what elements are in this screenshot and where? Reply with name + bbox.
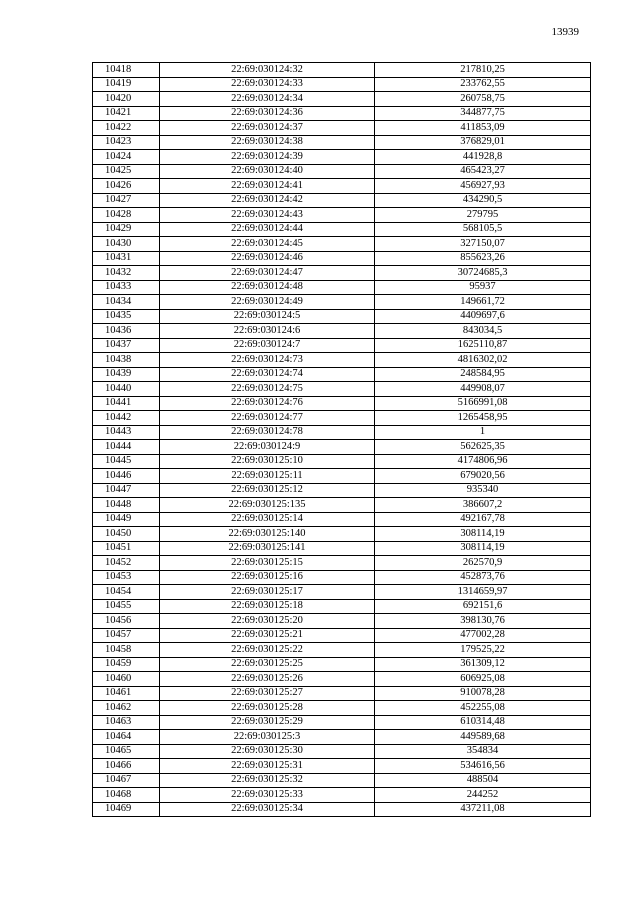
cadastral-value-cell: 344877,75: [375, 106, 591, 121]
cadastral-number-cell: 22:69:030124:9: [160, 440, 375, 455]
row-number-cell: 10418: [93, 63, 160, 78]
cadastral-number-cell: 22:69:030124:38: [160, 135, 375, 150]
cadastral-number-cell: 22:69:030125:15: [160, 556, 375, 571]
cadastral-number-cell: 22:69:030125:17: [160, 585, 375, 600]
row-number-cell: 10429: [93, 222, 160, 237]
cadastral-number-cell: 22:69:030124:44: [160, 222, 375, 237]
cadastral-value-cell: 465423,27: [375, 164, 591, 179]
table-row: [93, 208, 591, 223]
cadastral-number-cell: 22:69:030124:33: [160, 77, 375, 92]
row-number-cell: 10440: [93, 382, 160, 397]
table-row: [93, 309, 591, 324]
table-row: [93, 585, 591, 600]
table-row: [93, 63, 591, 78]
cadastral-number-cell: 22:69:030124:5: [160, 309, 375, 324]
table-row: [93, 570, 591, 585]
cadastral-value-cell: 233762,55: [375, 77, 591, 92]
row-number-cell: 10454: [93, 585, 160, 600]
row-number-cell: 10430: [93, 237, 160, 252]
cadastral-value-cell: 244252: [375, 788, 591, 803]
cadastral-number-cell: 22:69:030124:46: [160, 251, 375, 266]
table-row: [93, 295, 591, 310]
table-body: [93, 63, 591, 817]
table-row: [93, 237, 591, 252]
cadastral-number-cell: 22:69:030124:76: [160, 396, 375, 411]
table-row: [93, 541, 591, 556]
cadastral-value-cell: 434290,5: [375, 193, 591, 208]
cadastral-value-table: [92, 62, 591, 817]
cadastral-value-cell: 217810,25: [375, 63, 591, 78]
table-row: [93, 324, 591, 339]
row-number-cell: 10457: [93, 628, 160, 643]
table-row: [93, 643, 591, 658]
table-row: [93, 744, 591, 759]
cadastral-value-cell: 568105,5: [375, 222, 591, 237]
row-number-cell: 10469: [93, 802, 160, 817]
cadastral-value-cell: 855623,26: [375, 251, 591, 266]
cadastral-number-cell: 22:69:030125:140: [160, 527, 375, 542]
cadastral-value-cell: 492167,78: [375, 512, 591, 527]
cadastral-number-cell: 22:69:030125:22: [160, 643, 375, 658]
cadastral-number-cell: 22:69:030124:34: [160, 92, 375, 107]
table-row: [93, 164, 591, 179]
cadastral-number-cell: 22:69:030124:77: [160, 411, 375, 426]
cadastral-number-cell: 22:69:030125:33: [160, 788, 375, 803]
row-number-cell: 10435: [93, 309, 160, 324]
cadastral-value-cell: 449908,07: [375, 382, 591, 397]
table-row: [93, 498, 591, 513]
table-row: [93, 686, 591, 701]
cadastral-number-cell: 22:69:030125:11: [160, 469, 375, 484]
cadastral-value-cell: 606925,08: [375, 672, 591, 687]
table-row: [93, 77, 591, 92]
table-row: [93, 512, 591, 527]
cadastral-number-cell: 22:69:030124:41: [160, 179, 375, 194]
table-row: [93, 773, 591, 788]
row-number-cell: 10456: [93, 614, 160, 629]
table-row: [93, 672, 591, 687]
table-row: [93, 106, 591, 121]
row-number-cell: 10425: [93, 164, 160, 179]
row-number-cell: 10467: [93, 773, 160, 788]
cadastral-value-cell: 260758,75: [375, 92, 591, 107]
row-number-cell: 10459: [93, 657, 160, 672]
row-number-cell: 10433: [93, 280, 160, 295]
cadastral-value-cell: 452255,08: [375, 701, 591, 716]
cadastral-number-cell: 22:69:030124:7: [160, 338, 375, 353]
cadastral-number-cell: 22:69:030125:18: [160, 599, 375, 614]
table-row: [93, 527, 591, 542]
row-number-cell: 10468: [93, 788, 160, 803]
row-number-cell: 10428: [93, 208, 160, 223]
row-number-cell: 10421: [93, 106, 160, 121]
row-number-cell: 10426: [93, 179, 160, 194]
cadastral-number-cell: 22:69:030125:16: [160, 570, 375, 585]
row-number-cell: 10443: [93, 425, 160, 440]
cadastral-value-cell: 449589,68: [375, 730, 591, 745]
cadastral-value-cell: 452873,76: [375, 570, 591, 585]
cadastral-number-cell: 22:69:030124:40: [160, 164, 375, 179]
cadastral-number-cell: 22:69:030124:74: [160, 367, 375, 382]
cadastral-value-cell: 262570,9: [375, 556, 591, 571]
row-number-cell: 10431: [93, 251, 160, 266]
table-row: [93, 135, 591, 150]
row-number-cell: 10445: [93, 454, 160, 469]
table-row: [93, 440, 591, 455]
row-number-cell: 10462: [93, 701, 160, 716]
cadastral-number-cell: 22:69:030125:30: [160, 744, 375, 759]
cadastral-value-cell: 610314,48: [375, 715, 591, 730]
table-row: [93, 251, 591, 266]
cadastral-value-cell: 441928,8: [375, 150, 591, 165]
cadastral-value-cell: 488504: [375, 773, 591, 788]
cadastral-number-cell: 22:69:030125:141: [160, 541, 375, 556]
cadastral-value-cell: 30724685,3: [375, 266, 591, 281]
table-row: [93, 802, 591, 817]
table-row: [93, 92, 591, 107]
cadastral-number-cell: 22:69:030125:25: [160, 657, 375, 672]
row-number-cell: 10447: [93, 483, 160, 498]
cadastral-value-cell: 679020,56: [375, 469, 591, 484]
row-number-cell: 10446: [93, 469, 160, 484]
cadastral-number-cell: 22:69:030124:45: [160, 237, 375, 252]
cadastral-number-cell: 22:69:030125:27: [160, 686, 375, 701]
row-number-cell: 10466: [93, 759, 160, 774]
cadastral-value-cell: 910078,28: [375, 686, 591, 701]
row-number-cell: 10463: [93, 715, 160, 730]
table-row: [93, 280, 591, 295]
cadastral-number-cell: 22:69:030125:29: [160, 715, 375, 730]
cadastral-number-cell: 22:69:030124:48: [160, 280, 375, 295]
row-number-cell: 10458: [93, 643, 160, 658]
cadastral-number-cell: 22:69:030125:14: [160, 512, 375, 527]
row-number-cell: 10461: [93, 686, 160, 701]
table-row: [93, 338, 591, 353]
cadastral-value-cell: 562625,35: [375, 440, 591, 455]
cadastral-value-cell: 1314659,97: [375, 585, 591, 600]
row-number-cell: 10422: [93, 121, 160, 136]
table-row: [93, 454, 591, 469]
cadastral-number-cell: 22:69:030124:43: [160, 208, 375, 223]
row-number-cell: 10444: [93, 440, 160, 455]
table-row: [93, 193, 591, 208]
cadastral-number-cell: 22:69:030125:3: [160, 730, 375, 745]
row-number-cell: 10460: [93, 672, 160, 687]
cadastral-number-cell: 22:69:030125:34: [160, 802, 375, 817]
cadastral-number-cell: 22:69:030125:20: [160, 614, 375, 629]
cadastral-value-cell: 398130,76: [375, 614, 591, 629]
table-row: [93, 701, 591, 716]
table-row: [93, 730, 591, 745]
cadastral-number-cell: 22:69:030125:135: [160, 498, 375, 513]
cadastral-value-cell: 456927,93: [375, 179, 591, 194]
cadastral-value-cell: 935340: [375, 483, 591, 498]
table-row: [93, 367, 591, 382]
table-row: [93, 599, 591, 614]
table-row: [93, 150, 591, 165]
row-number-cell: 10451: [93, 541, 160, 556]
row-number-cell: 10439: [93, 367, 160, 382]
cadastral-number-cell: 22:69:030124:6: [160, 324, 375, 339]
cadastral-number-cell: 22:69:030124:49: [160, 295, 375, 310]
cadastral-value-cell: 1625110,87: [375, 338, 591, 353]
table-row: [93, 222, 591, 237]
cadastral-value-cell: 386607,2: [375, 498, 591, 513]
cadastral-number-cell: 22:69:030124:78: [160, 425, 375, 440]
cadastral-value-cell: 327150,07: [375, 237, 591, 252]
page-number: 13939: [551, 26, 579, 38]
table-row: [93, 411, 591, 426]
cadastral-value-cell: 411853,09: [375, 121, 591, 136]
cadastral-number-cell: 22:69:030125:12: [160, 483, 375, 498]
table-row: [93, 628, 591, 643]
row-number-cell: 10465: [93, 744, 160, 759]
cadastral-number-cell: 22:69:030124:73: [160, 353, 375, 368]
cadastral-value-cell: 1: [375, 425, 591, 440]
table-row: [93, 556, 591, 571]
row-number-cell: 10420: [93, 92, 160, 107]
cadastral-value-cell: 692151,6: [375, 599, 591, 614]
cadastral-value-cell: 354834: [375, 744, 591, 759]
cadastral-value-cell: 179525,22: [375, 643, 591, 658]
cadastral-value-cell: 95937: [375, 280, 591, 295]
cadastral-number-cell: 22:69:030124:37: [160, 121, 375, 136]
table-row: [93, 657, 591, 672]
row-number-cell: 10442: [93, 411, 160, 426]
row-number-cell: 10441: [93, 396, 160, 411]
row-number-cell: 10427: [93, 193, 160, 208]
cadastral-number-cell: 22:69:030125:28: [160, 701, 375, 716]
row-number-cell: 10448: [93, 498, 160, 513]
cadastral-number-cell: 22:69:030125:32: [160, 773, 375, 788]
cadastral-number-cell: 22:69:030125:21: [160, 628, 375, 643]
row-number-cell: 10450: [93, 527, 160, 542]
cadastral-value-cell: 361309,12: [375, 657, 591, 672]
row-number-cell: 10438: [93, 353, 160, 368]
cadastral-value-cell: 308114,19: [375, 527, 591, 542]
row-number-cell: 10423: [93, 135, 160, 150]
table-row: [93, 614, 591, 629]
cadastral-number-cell: 22:69:030124:42: [160, 193, 375, 208]
row-number-cell: 10436: [93, 324, 160, 339]
row-number-cell: 10424: [93, 150, 160, 165]
cadastral-value-cell: 279795: [375, 208, 591, 223]
row-number-cell: 10432: [93, 266, 160, 281]
cadastral-value-cell: 534616,56: [375, 759, 591, 774]
table-row: [93, 788, 591, 803]
row-number-cell: 10434: [93, 295, 160, 310]
table-row: [93, 425, 591, 440]
cadastral-value-cell: 5166991,08: [375, 396, 591, 411]
cadastral-value-cell: 308114,19: [375, 541, 591, 556]
cadastral-number-cell: 22:69:030125:26: [160, 672, 375, 687]
cadastral-number-cell: 22:69:030125:10: [160, 454, 375, 469]
table-row: [93, 121, 591, 136]
cadastral-value-cell: 4409697,6: [375, 309, 591, 324]
cadastral-number-cell: 22:69:030124:39: [160, 150, 375, 165]
cadastral-value-cell: 4174806,96: [375, 454, 591, 469]
cadastral-value-cell: 1265458,95: [375, 411, 591, 426]
table-row: [93, 179, 591, 194]
cadastral-value-cell: 376829,01: [375, 135, 591, 150]
cadastral-number-cell: 22:69:030124:36: [160, 106, 375, 121]
table-row: [93, 396, 591, 411]
cadastral-value-cell: 843034,5: [375, 324, 591, 339]
table-row: [93, 266, 591, 281]
table-row: [93, 353, 591, 368]
cadastral-number-cell: 22:69:030124:47: [160, 266, 375, 281]
row-number-cell: 10455: [93, 599, 160, 614]
cadastral-number-cell: 22:69:030124:32: [160, 63, 375, 78]
row-number-cell: 10452: [93, 556, 160, 571]
row-number-cell: 10437: [93, 338, 160, 353]
cadastral-value-cell: 248584,95: [375, 367, 591, 382]
table-row: [93, 469, 591, 484]
table-row: [93, 382, 591, 397]
table-row: [93, 715, 591, 730]
row-number-cell: 10419: [93, 77, 160, 92]
table-row: [93, 759, 591, 774]
cadastral-value-cell: 4816302,02: [375, 353, 591, 368]
cadastral-number-cell: 22:69:030124:75: [160, 382, 375, 397]
cadastral-value-cell: 437211,08: [375, 802, 591, 817]
row-number-cell: 10464: [93, 730, 160, 745]
cadastral-value-cell: 149661,72: [375, 295, 591, 310]
cadastral-number-cell: 22:69:030125:31: [160, 759, 375, 774]
cadastral-value-cell: 477002,28: [375, 628, 591, 643]
row-number-cell: 10453: [93, 570, 160, 585]
table-row: [93, 483, 591, 498]
row-number-cell: 10449: [93, 512, 160, 527]
